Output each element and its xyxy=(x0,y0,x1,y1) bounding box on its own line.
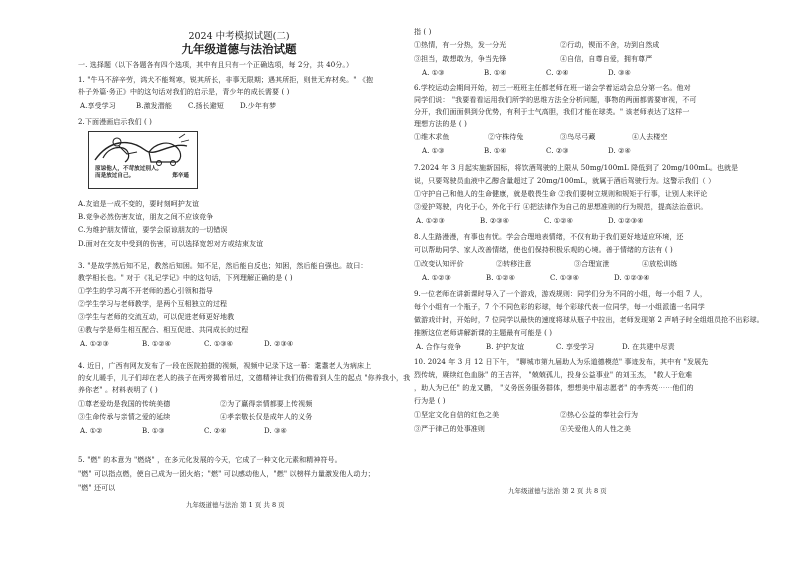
q5-choice-c: C. ②④ xyxy=(546,69,569,77)
q1-option-d: D.少年有梦 xyxy=(240,102,277,110)
q2-stem: 2.下面漫画启示我们 ( ) xyxy=(78,118,152,126)
q3-choice-c: C. ①③④ xyxy=(204,340,233,348)
q2-option-a: A.友谊是一成不变的，要时刻呵护友谊 xyxy=(78,200,200,208)
q3-stem-line2: 教学相长也。" 对于《礼记学记》中的这句话，下列理解正确的是 ( ) xyxy=(78,274,293,282)
q6-stem-line4: 理想方法的是 ( ) xyxy=(414,120,467,128)
q5-stem-line3: "燃" 还可以 xyxy=(78,484,116,492)
q8-choice-d: D. ①②③④ xyxy=(614,274,650,282)
q4-choice-c: C. ②④ xyxy=(204,427,227,435)
q5-cont-line: 指 ( ) xyxy=(414,28,432,36)
q5-item-4: ④自信，自尊自爱，拥有尊严 xyxy=(560,55,653,63)
q4-stem-line1: 4. 近日，广西有网友发布了一段在医院拍摄的视频，视频中记录下这一幕：耄耋老人为病床上 xyxy=(78,362,372,370)
q6-option-1: ①维木求鱼 xyxy=(414,133,450,141)
subject-title: 九年级道德与法治试题 xyxy=(181,42,297,56)
q9-option-d: D. 在共建中尽责 xyxy=(622,343,675,351)
cartoon-caption-1: 原谅他人，不苛放过别人。 xyxy=(95,166,163,172)
q10-option-1: ①坚定文化自信的红色之美 xyxy=(414,411,500,419)
q1-option-a: A.享受学习 xyxy=(80,102,116,110)
q3-item-4: ④教与学是师生相互配合、相互促进、共同成长的过程 xyxy=(78,326,249,334)
q6-option-3: ③鸟尽弓藏 xyxy=(560,133,596,141)
q6-choice-b: B. ①④ xyxy=(484,147,507,155)
q8-option-1: ①改变认知评价 xyxy=(414,260,464,268)
cartoon-author: 郑辛遥 xyxy=(172,173,189,179)
q3-item-1: ①学生的学习离不开老师的悉心引领和指导 xyxy=(78,287,213,295)
q3-stem-line1: 3. "是故学然后知不足，教然后知困。知不足，然后能自反也；知困，然后能自强也。故曰： xyxy=(78,262,368,270)
q10-option-4: ④关爱他人的人性之美 xyxy=(560,425,631,433)
q7-choice-d: D. ①②③④ xyxy=(608,217,644,225)
cartoon-caption-2: 而是放过自己。 xyxy=(95,173,135,179)
q5-item-2: ②行动，锲而不舍，功到自然成 xyxy=(560,41,660,49)
exam-page-2 xyxy=(414,0,764,561)
q9-option-c: C. 享受学习 xyxy=(556,343,595,351)
q4-item-1: ①尊老爱幼是我国的传统美德 xyxy=(78,400,171,408)
q8-choice-b: B. ①②④ xyxy=(486,274,516,282)
q9-stem-line3: 做游戏计时，开始时，7 位同学以最快的速度将球从瓶子中拉出，老师发现第 2 声哨子时全组组员抢不出彩球。 xyxy=(414,316,764,324)
q4-choice-d: D. ③④ xyxy=(264,427,287,435)
exam-page-1 xyxy=(78,0,411,561)
q2-cartoon xyxy=(88,131,198,189)
q5-stem-line1: 5. "燃" 的本意为 "燃烧" ，在多元化发展的今天，它成了一种文化元素和精神符号。 xyxy=(78,456,342,464)
q4-item-4: ④孝亲敬长仅是成年人的义务 xyxy=(220,413,313,421)
q9-option-b: B. 护护友谊 xyxy=(486,343,525,351)
q8-stem-line1: 8.人生路漫漫，有事也有忧。学会合理地表情绪，不仅有助于我们更好地适应环境，还 xyxy=(414,233,684,241)
q2-option-d: D.面对在交友中受到的伤害，可以选择宽恕对方或结束友谊 xyxy=(78,240,264,248)
cartoon-drawing-icon xyxy=(89,132,197,166)
q8-stem-line2: 可以帮助同学、家人改善情绪，使也们保持积极乐观的心境。善于情绪的方法有 ( ) xyxy=(414,246,673,254)
q10-stem-line3: ，助人为已任" 的龙又鹏， "义务医务服务群体，想想美中眉志愿者" 的李秀英⋯⋯他们的 xyxy=(414,384,694,392)
q7-choice-a: A. ①②③ xyxy=(416,217,445,225)
q3-choice-b: B. ①②④ xyxy=(142,340,172,348)
q4-stem-line2: 的女儿暖手，儿子们却在老人的孩子在两旁揭着吊过，文德精神让我们仿佛看到人生的起点 "你养我小，我 xyxy=(78,374,411,382)
q7-stem-line1: 7.2024 年 3 月起实施新国标，将饮酒驾驶的上限从 50mg/100mL 降低到了 20mg/100mL。也就是 xyxy=(414,164,739,172)
q5-choice-d: D. ③④ xyxy=(608,69,631,77)
q1-stem-line1: 1. "牛马不辞辛劳，鸿犬不能驽寒，锐其所长，非事无限期；遇其所拒，则世无弃材矣。" 《抱 xyxy=(78,76,374,84)
q1-option-b: B.激发潜能 xyxy=(136,102,172,110)
q4-item-3: ③生命传承与亲情之爱的延续 xyxy=(78,413,171,421)
q5-item-1: ①热情，有一分热，发一分光 xyxy=(414,41,507,49)
q1-stem-line2: 朴子外篇·务正》中的这句话对我们的启示是，青少年的成长需要 ( ) xyxy=(78,88,290,96)
q10-stem-line4: 行为是 ( ) xyxy=(414,397,446,405)
q6-choice-d: D. ②④ xyxy=(608,147,631,155)
q10-option-3: ③严于律己的处事准则 xyxy=(414,425,485,433)
q4-choice-b: B. ①③ xyxy=(142,427,165,435)
exam-title: 2024 中考模拟试题(二) xyxy=(188,31,290,42)
q8-choice-a: A. ①②③ xyxy=(422,274,451,282)
q3-item-2: ②学生学习与老师教学，是两个互相独立的过程 xyxy=(78,300,228,308)
q9-stem-line4: 推断这位老师讲解新课的主题最有可能是 ( ) xyxy=(414,329,553,337)
q10-stem-line1: 10. 2024 年 3 月 12 日下午， "聊城市第九届助人为乐道德模范" 事迹发布，其中有 "发展先 xyxy=(414,358,709,366)
q6-option-4: ④人去楼空 xyxy=(632,133,668,141)
q9-stem-line1: 9.一位老师在讲新课时导入了一个游戏，游戏规则：同学们分为不同的小组，每一小组 7 人， xyxy=(414,290,707,298)
q6-choice-a: A. ①③ xyxy=(422,147,445,155)
q9-stem-line2: 每个小组有一个瓶子，7 个不同色彩的彩球，每个彩球代表一位同学，每一小组派遣一名同学 xyxy=(414,303,705,311)
q3-choice-d: D. ②③④ xyxy=(264,340,294,348)
q5-item-3: ③担当，敢想敢为，争当先锋 xyxy=(414,55,507,63)
q7-choice-c: C. ①②④ xyxy=(544,217,573,225)
page-1-footer: 九年级道德与法治 第 1 页 共 8 页 xyxy=(186,501,285,509)
section-intro: 一. 选择题（以下各题各有四个选项，其中有且只有一个正确选项，每 2分，共 40分。） xyxy=(78,61,354,69)
q10-stem-line2: 烈传统，赓续红色血脉" 的王吉祥， "兢兢孤儿，投身公益事业" 的刘玉杰， "救人于危难 xyxy=(414,371,693,379)
q2-option-c: C.为维护朋友情谊，要学会原谅朋友的一切错误 xyxy=(78,226,228,234)
q6-stem-line2: 同学们说： "我要看看运用我们所学的思维方法全分析问题，事物的两面都需要审视，不可 xyxy=(414,96,697,104)
q7-choice-b: B. ②③④ xyxy=(480,217,510,225)
q7-stem-line2: 说，只要驾驶员血液中乙醇含量超过了 20mg/100mL，就属于酒后驾驶行为。这警示我们（ ） xyxy=(414,177,716,185)
q7-items-line1: ①守护自己和他人的生命健康，就是敬畏生命 ②我们要树立规则和规矩于行事，让别人来评论 xyxy=(414,190,708,198)
q8-option-3: ③合理宣泄 xyxy=(574,260,610,268)
q8-choice-c: C. ①③④ xyxy=(550,274,579,282)
q6-option-2: ②守株待兔 xyxy=(488,133,524,141)
q1-option-c: C.扬长避短 xyxy=(188,102,224,110)
q8-option-4: ④放松训练 xyxy=(642,260,678,268)
q10-option-2: ②热心公益的奉社会行为 xyxy=(560,411,639,419)
q8-option-2: ②转移注意 xyxy=(496,260,532,268)
q4-item-2: ②为了赢得亲情都要上传视频 xyxy=(220,400,313,408)
q3-choice-a: A. ①②③ xyxy=(80,340,109,348)
q5-stem-line2: "燃" 可以指点燃，使自己成为一团火焰；"燃" 可以感动他人，"燃" 以榜样力量激发他人动力； xyxy=(78,470,375,478)
q7-items-line2: ③爱护驾驶，内化于心，外化于行 ④把法律作为自己的思想准则的行为规范，提高法治意识。 xyxy=(414,203,708,211)
q4-choice-a: A. ①② xyxy=(80,427,103,435)
page-2-footer: 九年级道德与法治 第 2 页 共 8 页 xyxy=(508,487,607,495)
q6-stem-line3: 分开，我们面面俱到分优势，有利于士气高胆，我们才能在球类。" 该老师表达了这样一 xyxy=(414,108,690,116)
q5-choice-a: A. ①③ xyxy=(422,69,445,77)
q9-option-a: A. 合作与竞争 xyxy=(416,343,462,351)
q3-item-3: ③学生与老师的交流互动，可以促进老师更好地教 xyxy=(78,313,235,321)
q6-choice-c: C. ②③ xyxy=(546,147,569,155)
q2-option-b: B.竞争必然伤害友谊，朋友之间不应该竞争 xyxy=(78,213,214,221)
q4-stem-line3: 养你老" 。材料表明了 ( ) xyxy=(78,386,158,394)
q6-stem-line1: 6.学校运动会期间开始，初三一班班主任都老师在班一诺会学着运动会总分第一名。他对 xyxy=(414,84,691,92)
q5-choice-b: B. ①④ xyxy=(484,69,507,77)
